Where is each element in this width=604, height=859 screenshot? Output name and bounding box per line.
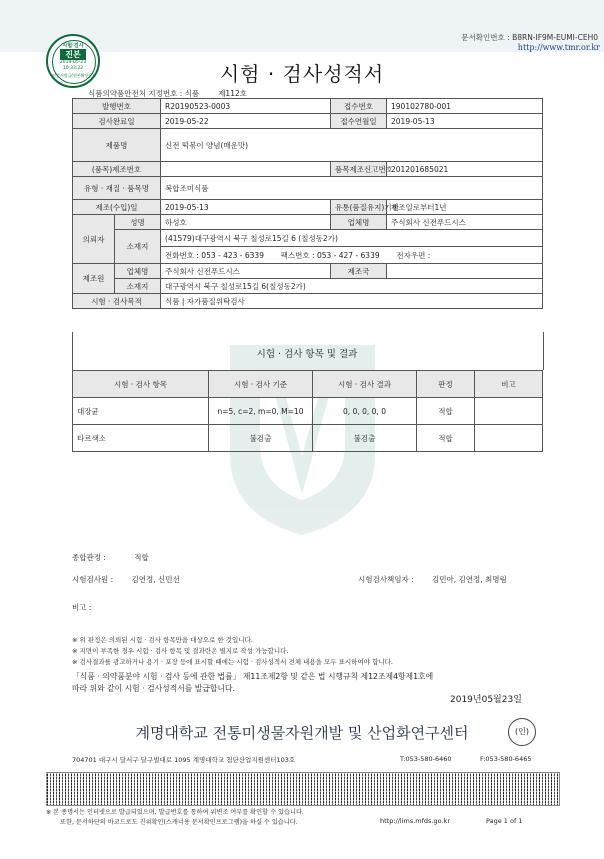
responsible-value: 김민아, 김연정, 최명림 [432,575,507,584]
footer-line-1: ※ 본 종명서는 인터넷으로 발급되었으며, 발급번호를 통하여 위변조 여부를 확인할 수 있습니다. [46,809,304,816]
overall-label: 종합판정 : [72,553,106,562]
expiry: 제조일로부터1년 [387,200,543,215]
phone: 053 - 423 - 6339 [201,250,264,260]
mfr-address-label: 소재지 [115,279,161,294]
results-table [72,370,543,452]
fax-label: 팩스번호 : [280,250,315,260]
mfg-date: 2019-05-13 [161,200,331,215]
table-row [73,230,543,247]
legal-line-2: 따라 위와 같이 시험 · 검사성적서를 발급합니다. [72,684,235,693]
results-header-result: 시험 · 검사 결과 [313,371,417,398]
result-judgment: 적합 [417,398,475,425]
note-line: ※ 검사결과를 광고하거나 용기 · 포장 등에 표시할 때에는 시험 · 검사성적서 전체 내용을 모두 표시하여야 합니다. [72,658,393,666]
mfr-address: 대구광역시 북구 칠성로15길 6(칠성동2가) [161,279,543,294]
purpose-label: 시험 · 검사목적 [73,294,161,309]
institution-tel: T:053-580-6460 [400,755,452,763]
result-standard: n=5, c=2, m=0, M=10 [209,398,313,425]
mfg-no [161,162,331,177]
mfr-company-label: 업체명 [115,264,161,279]
testers [72,574,180,585]
mfg-date-label: 제조(수입)일 [73,200,161,215]
client-company-label: 업체명 [331,215,387,230]
client-label: 의뢰자 [73,215,115,264]
institution-address: 704701 대구시 달서구 달구벌대로 1095 계명대학교 첨단산업지원센터103호 [72,756,296,764]
table-row [73,162,543,177]
doc-confirm-label: 문서확인번호 : [461,33,510,42]
result-remarks [475,425,543,452]
stamp-time: 10:33:22 [62,66,84,71]
client-contact [161,247,543,264]
result-judgment: 적합 [417,425,475,452]
footer-site-link[interactable]: http://lims.mfds.go.kr [380,817,450,825]
issue-no: R20190523-0003 [161,99,331,114]
phone-label: 전화번호 : [165,250,199,260]
overall-value: 적합 [134,553,149,562]
client-name-label: 성명 [115,215,161,230]
results-title: 시험 · 검사 항목 및 결과 [256,349,358,360]
received-date: 2019-05-13 [387,114,543,129]
table-row [73,425,543,452]
product-name: 신전 떡볶이 양념(매운맛) [161,129,543,162]
table-row [73,264,543,279]
table-row [73,114,543,129]
testers-value: 김연정, 신민선 [131,575,180,584]
table-row [73,200,543,215]
note-line: ※ 지면이 부족한 경우 시험 · 검사 항목 및 결과란은 별지로 작성 가능합니다. [72,647,289,655]
expiry-label: 유통(품질유지)기한 [331,200,387,215]
note-line: ※ 위 판정은 의뢰된 시험 · 검사 항목만을 대상으로 한 것입니다. [72,636,253,644]
issue-date: 2019년05월23일 [450,695,522,705]
stamp-mid-text: 진본 [60,49,86,60]
results-header-standard: 시험 · 검사 기준 [209,371,313,398]
mfr-company: 주식회사 신전푸드시스 [161,264,331,279]
results-header-item: 시험 · 검사 항목 [73,371,209,398]
doc-confirm-number [461,32,598,43]
client-address-label: 소재지 [115,230,161,264]
report-no: 201201685021 [387,162,543,177]
completed-date: 2019-05-22 [161,114,331,129]
table-row [73,129,543,162]
receipt-no-label: 접수번호 [331,99,387,114]
table-row [73,279,543,294]
client-company: 주식회사 신전푸드시스 [387,215,543,230]
stamp-top-text: 시험·검사 [62,43,84,49]
designation-prefix: 식품의약품안전처 지정번호 : 식품 [88,89,200,98]
received-label: 접수연월일 [331,114,387,129]
institution-name: 계명대학교 전통미생물자원개발 및 산업화연구센터 [135,724,469,742]
product-type: 복합조미식품 [161,177,543,200]
overall-judgment [72,552,149,563]
product-label: 제품명 [73,129,161,162]
info-table [72,98,543,309]
testers-label: 시험검사원 : [72,575,114,584]
client-address: (41579)대구광역시 북구 칠성로15길 6 (칠성동2가) [161,230,543,247]
page-title: 시험 · 검사성적서 [219,62,385,86]
completed-label: 검사완료일 [73,114,161,129]
remarks-label: 비고 : [72,603,92,612]
report-no-label: 품목제조신고번호 [331,162,387,177]
result-value: 불검출 [313,425,417,452]
results-header-judgment: 판정 [417,371,475,398]
responsible-label: 시험검사책임자 : [358,575,414,584]
table-row [73,177,543,200]
type-label: 유형 · 재질 · 품목명 [73,177,161,200]
result-item: 대장균 [73,398,209,425]
client-name: 하성호 [161,215,331,230]
legal-line-1: 「식품 · 의약품분야 시험 · 검사 등에 관한 법률」 제11조제2항 및 같은 법 시행규칙 제12조제4항제1호에 [72,672,434,681]
institution-fax: F:053-580-6465 [480,755,532,763]
mfr-country [387,264,543,279]
stamp-bottom-text: 인증서발급(원본확인용) [52,73,94,78]
manufacturer-label: 제조원 [73,264,115,294]
barcode-overlay [46,772,558,804]
header-url-link[interactable]: http://www.tmr.or.kr [517,43,600,52]
doc-confirm-value: B8RN-IF9M-EUMI-CEH0 [512,33,598,42]
issue-no-label: 발행번호 [73,99,161,114]
table-row [73,294,543,309]
result-standard: 불검출 [209,425,313,452]
page-number: Page 1 of 1 [486,817,523,825]
fax: 053 - 427 - 6339 [316,250,380,260]
mfg-no-label: (품목)제조번호 [73,162,161,177]
stamp-date: 2019-05-23 [59,60,87,65]
purpose: 식품 | 자가품질위탁검사 [161,294,543,309]
table-row [73,215,543,230]
mfr-country-label: 제조국 [331,264,387,279]
results-header-row [73,371,543,398]
footer-line-2: 또한, 문서하단의 바코드로도 진위확인(스캐너용 문서확인프로그램)을 하실 수 있습니다. [60,819,298,826]
result-item: 타르색소 [73,425,209,452]
receipt-no: 190102780-001 [387,99,543,114]
result-remarks [475,398,543,425]
designation-value: 제112호 [218,89,247,98]
table-row [73,398,543,425]
official-seal-icon: (인) [508,718,536,746]
table-row [73,99,543,114]
responsible-person [358,574,507,585]
email-label: 전자우편 : [396,250,431,260]
result-value: 0, 0, 0, 0, 0 [313,398,417,425]
results-header-remarks: 비고 [475,371,543,398]
